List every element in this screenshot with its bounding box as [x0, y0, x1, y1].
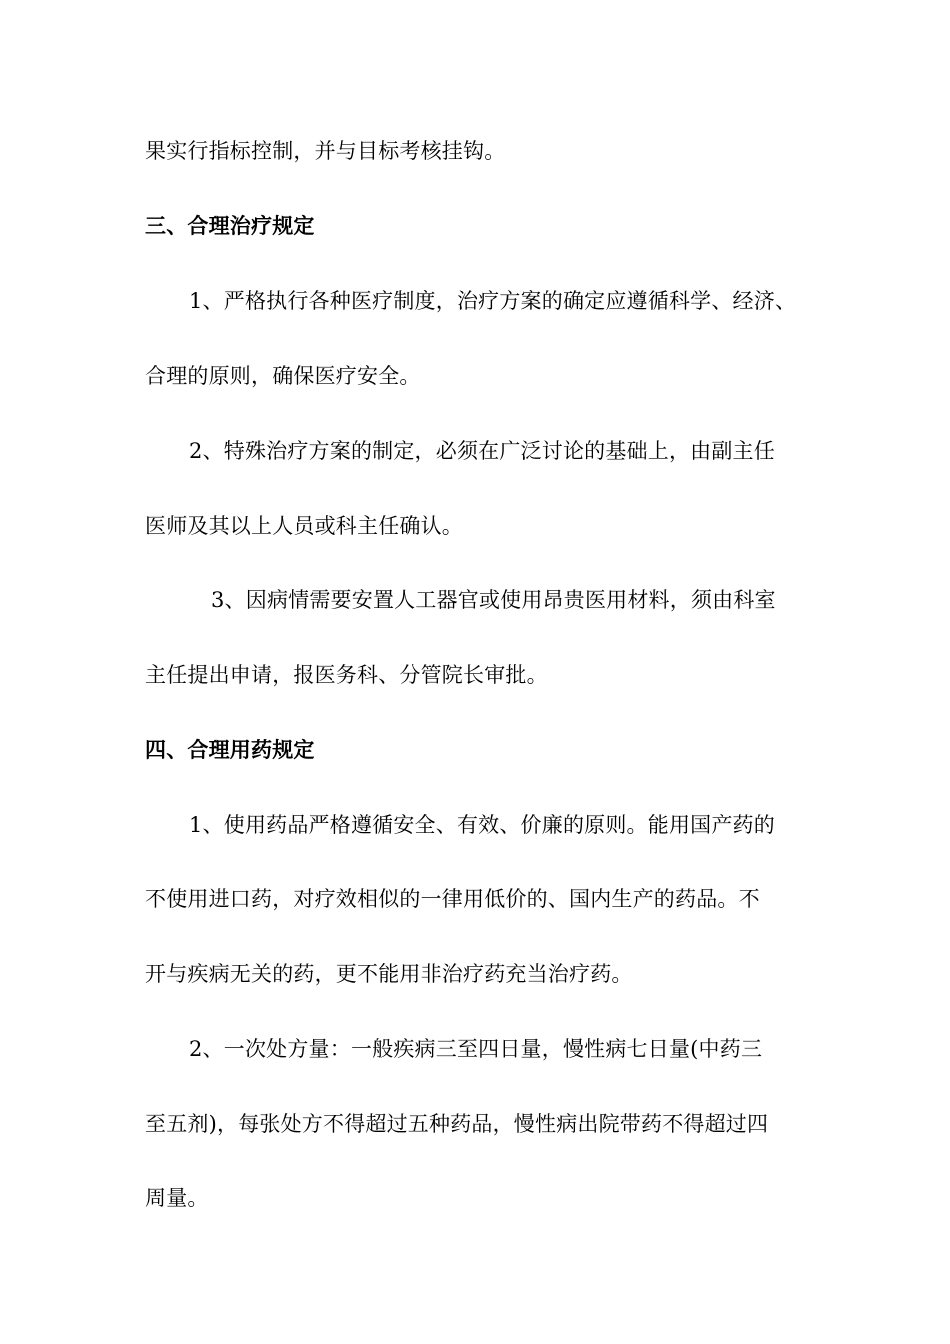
paragraph-line: 主任提出申请，报医务科、分管院长审批。 [145, 663, 548, 687]
paragraph-line: 1、严格执行各种医疗制度，治疗方案的确定应遵循科学、经济、 [189, 289, 797, 313]
section-heading-3: 三、合理治疗规定 [145, 213, 315, 238]
paragraph-line: 3、因病情需要安置人工器官或使用昂贵医用材料，须由科室 [211, 588, 776, 612]
paragraph-line: 至五剂)，每张处方不得超过五种药品，慢性病出院带药不得超过四 [145, 1112, 769, 1136]
paragraph-line: 合理的原则，确保医疗安全。 [145, 364, 421, 388]
paragraph-line: 1、使用药品严格遵循安全、有效、价廉的原则。能用国产药的 [189, 813, 775, 837]
paragraph-line: 周量。 [145, 1186, 209, 1210]
paragraph-line: 医师及其以上人员或科主任确认。 [145, 514, 463, 538]
paragraph-line: 2、一次处方量：一般疾病三至四日量，慢性病七日量(中药三 [189, 1037, 763, 1061]
paragraph-line: 不使用进口药，对疗效相似的一律用低价的、国内生产的药品。不 [145, 887, 760, 911]
paragraph-line: 2、特殊治疗方案的制定，必须在广泛讨论的基础上，由副主任 [189, 439, 775, 463]
paragraph-line: 开与疾病无关的药，更不能用非治疗药充当治疗药。 [145, 962, 633, 986]
paragraph-line: 果实行指标控制，并与目标考核挂钩。 [145, 139, 506, 163]
section-heading-4: 四、合理用药规定 [145, 737, 315, 762]
